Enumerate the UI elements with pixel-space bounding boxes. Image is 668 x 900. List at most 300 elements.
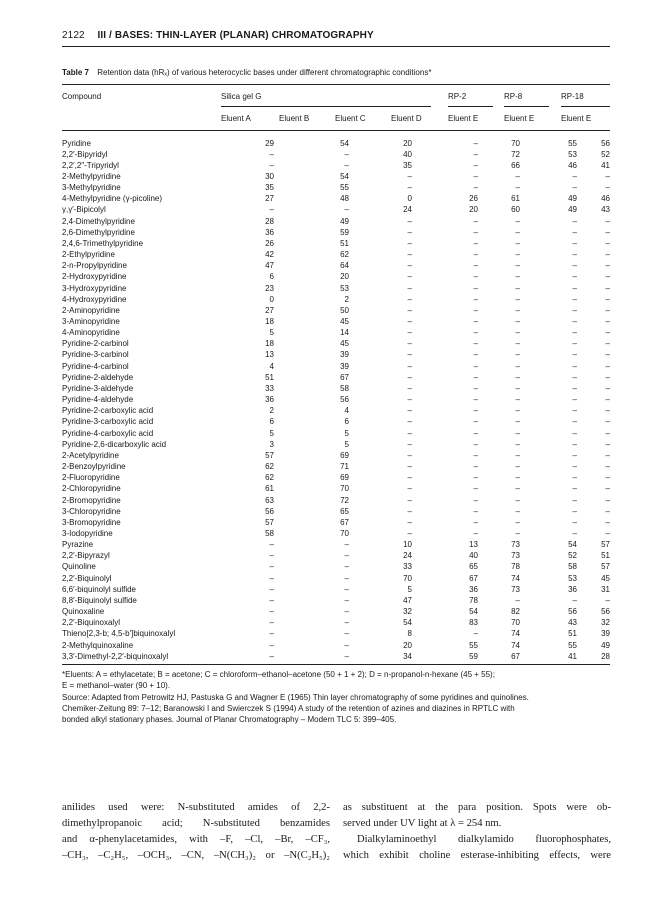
retention-value: – [407, 395, 412, 405]
retention-value: 72 [511, 149, 520, 159]
compound-name: 2,2′,2″-Tripyridyl [62, 160, 119, 170]
retention-value: 50 [340, 305, 349, 315]
running-header [62, 30, 374, 41]
retention-value: 62 [265, 473, 274, 483]
compound-name: Pyridine-2-carbinol [62, 339, 129, 349]
retention-value: – [605, 450, 610, 460]
retention-value: 70 [511, 618, 520, 628]
retention-value: 36 [265, 227, 274, 237]
retention-value: – [473, 450, 478, 460]
retention-value: 20 [403, 138, 412, 148]
retention-value: – [572, 261, 577, 271]
retention-value: 51 [568, 629, 577, 639]
retention-value: 43 [601, 205, 610, 215]
compound-name: Pyridine-3-carboxylic acid [62, 417, 154, 427]
table-row [62, 506, 610, 517]
retention-value: – [572, 305, 577, 315]
retention-value: 0 [407, 194, 412, 204]
retention-value: – [572, 317, 577, 326]
retention-value: – [407, 439, 412, 449]
retention-value: 51 [340, 238, 349, 248]
retention-value: – [605, 305, 610, 315]
retention-value: – [605, 261, 610, 271]
retention-value: – [605, 517, 610, 527]
retention-value: 70 [340, 528, 349, 538]
retention-value: – [605, 506, 610, 516]
retention-value: – [605, 317, 610, 326]
retention-value: 66 [511, 160, 520, 170]
retention-value: 42 [265, 250, 274, 260]
retention-value: 46 [601, 194, 610, 204]
retention-value: – [344, 573, 349, 583]
retention-value: – [407, 227, 412, 237]
retention-value: 18 [265, 339, 274, 349]
retention-value: – [515, 283, 520, 293]
retention-value: 45 [601, 573, 610, 583]
retention-value: 52 [601, 149, 610, 159]
retention-value: – [407, 238, 412, 248]
retention-value: 72 [340, 495, 349, 505]
retention-value: – [473, 183, 478, 193]
retention-value: 10 [403, 540, 412, 550]
retention-value: – [572, 484, 577, 494]
footnote-line: bonded alkyl stationary phases. Journal of Planar Chromatography – Modern TLC 5: 399–405. [62, 715, 397, 725]
retention-value: 8 [407, 629, 412, 639]
table-row [62, 640, 610, 651]
table-row [62, 193, 610, 204]
retention-value: – [572, 171, 577, 181]
retention-value: 58 [568, 562, 577, 572]
retention-value: 52 [568, 551, 577, 561]
retention-value: – [407, 294, 412, 304]
retention-value: – [473, 227, 478, 237]
table-row [62, 573, 610, 584]
retention-value: – [515, 339, 520, 349]
retention-value: – [473, 361, 478, 371]
retention-value: 27 [265, 305, 274, 315]
compound-name: Pyridine-3-aldehyde [62, 383, 134, 393]
retention-value: – [344, 205, 349, 215]
retention-value: – [605, 473, 610, 483]
retention-value: – [572, 283, 577, 293]
retention-value: 55 [340, 183, 349, 193]
retention-value: 45 [340, 339, 349, 349]
compound-name: Pyridine-2-aldehyde [62, 372, 134, 382]
retention-value: – [407, 250, 412, 260]
compound-name: 2,2′-Bipyrazyl [62, 551, 110, 561]
compound-name: 2,2′-Biquinolyl [62, 573, 112, 583]
col-eluent-c: Eluent C [335, 114, 366, 123]
retention-value: 49 [340, 216, 349, 226]
retention-value: 3 [269, 439, 274, 449]
compound-name: 2-Methylpyridine [62, 171, 121, 181]
retention-value: – [473, 495, 478, 505]
retention-value: – [407, 428, 412, 438]
compound-name: 3-Methylpyridine [62, 183, 121, 193]
compound-name: 3-Aminopyridine [62, 317, 120, 326]
retention-value: – [572, 227, 577, 237]
retention-value: – [407, 473, 412, 483]
compound-name: Pyridine-4-aldehyde [62, 395, 134, 405]
compound-name: Pyridine [62, 138, 91, 148]
retention-value: – [572, 216, 577, 226]
retention-value: – [269, 651, 274, 661]
compound-name: 4-Methylpyridine (γ-picoline) [62, 194, 163, 204]
retention-value: – [605, 428, 610, 438]
table-row [62, 550, 610, 561]
retention-value: 49 [568, 194, 577, 204]
compound-name: Pyridine-4-carbinol [62, 361, 129, 371]
table-row [62, 227, 610, 238]
retention-value: – [515, 350, 520, 360]
retention-value: 54 [403, 618, 412, 628]
retention-value: – [473, 250, 478, 260]
table-row [62, 305, 610, 316]
retention-value: 28 [601, 651, 610, 661]
retention-value: – [269, 640, 274, 650]
retention-value: 70 [403, 573, 412, 583]
retention-value: 54 [340, 138, 349, 148]
retention-value: 61 [511, 194, 520, 204]
retention-value: – [515, 473, 520, 483]
retention-value: – [473, 439, 478, 449]
retention-value: – [473, 473, 478, 483]
retention-value: – [473, 339, 478, 349]
retention-value: – [572, 250, 577, 260]
retention-value: 56 [601, 138, 610, 148]
retention-value: – [407, 350, 412, 360]
retention-value: – [344, 160, 349, 170]
retention-value: 20 [403, 640, 412, 650]
table-row [62, 149, 610, 160]
retention-value: – [572, 372, 577, 382]
retention-value: – [473, 149, 478, 159]
silica-rule [221, 106, 431, 107]
retention-value: – [473, 629, 478, 639]
retention-value: 13 [469, 540, 478, 550]
rp8-rule [504, 106, 549, 107]
compound-name: 3-Chloropyridine [62, 506, 121, 516]
table-row [62, 394, 610, 405]
retention-value: 73 [511, 540, 520, 550]
retention-value: – [515, 227, 520, 237]
table-row [62, 249, 610, 260]
compound-name: 4-Aminopyridine [62, 328, 120, 338]
retention-value: 39 [340, 350, 349, 360]
retention-value: – [473, 138, 478, 148]
rp2-rule [448, 106, 493, 107]
retention-value: 63 [265, 495, 274, 505]
retention-value: 33 [265, 383, 274, 393]
retention-value: 54 [469, 607, 478, 617]
retention-value: 57 [265, 450, 274, 460]
retention-value: – [605, 328, 610, 338]
retention-value: 69 [340, 473, 349, 483]
compound-name: γ,γ′-Bipicolyl [62, 205, 106, 215]
retention-value: – [407, 283, 412, 293]
retention-value: – [572, 517, 577, 527]
compound-name: Quinoline [62, 562, 96, 572]
col-eluent-e-rp18: Eluent E [561, 114, 592, 123]
compound-name: Pyridine-2-carboxylic acid [62, 406, 154, 416]
table-row [62, 316, 610, 327]
compound-name: Quinoxaline [62, 607, 105, 617]
retention-value: 40 [469, 551, 478, 561]
retention-value: – [515, 406, 520, 416]
table-row [62, 182, 610, 193]
compound-name: 2-Bromopyridine [62, 495, 121, 505]
retention-value: 67 [511, 651, 520, 661]
retention-value: 67 [469, 573, 478, 583]
retention-value: 24 [403, 551, 412, 561]
table-row [62, 160, 610, 171]
retention-value: – [473, 372, 478, 382]
retention-value: 62 [340, 250, 349, 260]
retention-value: 5 [269, 328, 274, 338]
compound-name: 6,6′-biquinolyl sulfide [62, 584, 136, 594]
retention-value: 65 [469, 562, 478, 572]
retention-value: – [473, 294, 478, 304]
retention-value: – [605, 339, 610, 349]
retention-value: 26 [265, 238, 274, 248]
retention-value: – [515, 517, 520, 527]
retention-value: 69 [340, 450, 349, 460]
retention-value: – [473, 160, 478, 170]
table-row [62, 338, 610, 349]
compound-name: Pyrazine [62, 540, 94, 550]
retention-value: 5 [344, 439, 349, 449]
retention-value: 59 [340, 227, 349, 237]
compound-name: 2-Ethylpyridine [62, 250, 115, 260]
table-caption [62, 68, 431, 77]
table-row [62, 528, 610, 539]
retention-value: 32 [403, 607, 412, 617]
compound-name: 2-Benzoylpyridine [62, 462, 126, 472]
retention-value: – [407, 361, 412, 371]
retention-value: – [605, 595, 610, 605]
retention-value: 5 [344, 428, 349, 438]
retention-value: 27 [265, 194, 274, 204]
retention-value: 30 [265, 171, 274, 181]
retention-value: 26 [469, 194, 478, 204]
retention-value: – [605, 350, 610, 360]
retention-value: – [605, 417, 610, 427]
retention-value: 56 [568, 607, 577, 617]
retention-value: – [473, 428, 478, 438]
compound-name: 8,8′-Biquinolyl sulfide [62, 595, 137, 605]
retention-value: 53 [340, 283, 349, 293]
col-compound: Compound [62, 92, 102, 101]
compound-name: 2-Methylquinoxaline [62, 640, 134, 650]
retention-value: – [605, 294, 610, 304]
retention-value: – [473, 383, 478, 393]
table-row [62, 472, 610, 483]
retention-value: 47 [403, 595, 412, 605]
retention-value: 57 [265, 517, 274, 527]
retention-value: – [515, 439, 520, 449]
compound-name: 2,6-Dimethylpyridine [62, 227, 135, 237]
body-line: as substituent at the para position. Spots were ob- [343, 802, 611, 813]
table-row [62, 595, 610, 606]
retention-value: 43 [568, 618, 577, 628]
table-row [62, 416, 610, 427]
retention-value: – [572, 383, 577, 393]
retention-value: – [269, 205, 274, 215]
retention-value: – [407, 484, 412, 494]
retention-value: – [473, 305, 478, 315]
retention-value: – [473, 261, 478, 271]
retention-value: 24 [403, 205, 412, 215]
col-rp18: RP-18 [561, 92, 584, 101]
retention-value: – [515, 250, 520, 260]
compound-name: 2-Acetylpyridine [62, 450, 119, 460]
retention-value: – [473, 350, 478, 360]
retention-value: – [473, 317, 478, 326]
retention-value: – [605, 361, 610, 371]
compound-name: 3,3′-Dimethyl-2,2′-biquinoxalyl [62, 651, 169, 661]
page-number: 2122 [62, 30, 85, 41]
footnote-line: E = methanol–water (90 + 10). [62, 681, 171, 691]
retention-value: – [572, 328, 577, 338]
retention-value: 48 [340, 194, 349, 204]
retention-value: – [269, 573, 274, 583]
retention-value: – [515, 417, 520, 427]
retention-value: 56 [340, 395, 349, 405]
retention-value: – [605, 462, 610, 472]
footnote-line: *Eluents: A = ethylacetate; B = acetone; C = chloroform–ethanol–acetone (50 + 1 + 2); D = n-propanol-n-hexane (45 + 55); [62, 670, 495, 679]
retention-value: – [572, 495, 577, 505]
compound-name: 2-Aminopyridine [62, 305, 120, 315]
retention-value: 71 [340, 462, 349, 472]
retention-value: 13 [265, 350, 274, 360]
retention-value: – [344, 149, 349, 159]
retention-value: 40 [403, 149, 412, 159]
footnote-line: Chemiker-Zeitung 89: 7–12; Baranowski I and Swierczek S (1994) A study of the retention of azines and diazines in RPTLC with [62, 703, 515, 713]
retention-value: – [515, 450, 520, 460]
retention-value: – [407, 495, 412, 505]
retention-value: 39 [340, 361, 349, 371]
retention-value: – [407, 417, 412, 427]
col-eluent-b: Eluent B [279, 114, 310, 123]
retention-value: – [572, 361, 577, 371]
retention-value: 78 [469, 595, 478, 605]
compound-name: 3-Iodopyridine [62, 528, 113, 538]
retention-value: – [572, 439, 577, 449]
table-row [62, 628, 610, 639]
retention-value: – [572, 350, 577, 360]
retention-value: – [605, 283, 610, 293]
retention-value: 83 [469, 618, 478, 628]
retention-value: – [407, 183, 412, 193]
retention-value: – [344, 607, 349, 617]
retention-value: – [515, 238, 520, 248]
table-row [62, 283, 610, 294]
retention-value: – [269, 629, 274, 639]
table-row [62, 204, 610, 215]
retention-value: 33 [403, 562, 412, 572]
retention-value: – [473, 517, 478, 527]
retention-value: – [572, 506, 577, 516]
retention-value: – [407, 171, 412, 181]
retention-value: – [515, 328, 520, 338]
retention-value: – [515, 395, 520, 405]
retention-value: – [344, 595, 349, 605]
retention-value: – [572, 473, 577, 483]
retention-value: – [515, 361, 520, 371]
retention-value: – [605, 250, 610, 260]
retention-value: – [605, 227, 610, 237]
retention-value: 78 [511, 562, 520, 572]
retention-value: 82 [511, 607, 520, 617]
retention-value: – [515, 372, 520, 382]
retention-value: 35 [403, 160, 412, 170]
table-row [62, 372, 610, 383]
retention-value: 49 [601, 640, 610, 650]
retention-value: – [515, 506, 520, 516]
table-row [62, 260, 610, 271]
retention-value: 35 [265, 183, 274, 193]
retention-value: – [605, 372, 610, 382]
retention-value: 34 [403, 651, 412, 661]
table-top-rule [62, 84, 610, 85]
retention-value: – [473, 171, 478, 181]
retention-value: – [344, 562, 349, 572]
retention-value: – [605, 528, 610, 538]
retention-value: 36 [469, 584, 478, 594]
compound-name: 2,2′-Bipyridyl [62, 149, 108, 159]
retention-value: 64 [340, 261, 349, 271]
retention-value: 65 [340, 506, 349, 516]
retention-value: – [269, 562, 274, 572]
compound-name: Pyridine-2,6-dicarboxylic acid [62, 439, 167, 449]
table-row [62, 238, 610, 249]
retention-value: 53 [568, 573, 577, 583]
retention-value: 36 [568, 584, 577, 594]
retention-value: – [269, 618, 274, 628]
body-text-right [343, 800, 611, 864]
retention-value: 23 [265, 283, 274, 293]
retention-value: – [605, 183, 610, 193]
retention-value: – [473, 238, 478, 248]
retention-value: 6 [269, 272, 274, 282]
table-row [62, 361, 610, 372]
retention-value: – [344, 540, 349, 550]
retention-value: 62 [265, 462, 274, 472]
compound-name: 2,2′-Biquinoxalyl [62, 618, 120, 628]
retention-value: 39 [601, 629, 610, 639]
retention-value: 74 [511, 573, 520, 583]
table-row [62, 428, 610, 439]
retention-value: – [572, 462, 577, 472]
retention-value: 20 [469, 205, 478, 215]
retention-value: – [269, 160, 274, 170]
table-row [62, 349, 610, 360]
retention-value: – [473, 462, 478, 472]
retention-value: – [515, 294, 520, 304]
retention-value: – [515, 484, 520, 494]
body-line: anilides used were: N-substituted amides of 2,2- [62, 802, 330, 813]
body-line: which exhibit choline esterase-inhibiting effects, were [343, 850, 611, 861]
retention-value: – [572, 528, 577, 538]
retention-value: – [515, 261, 520, 271]
retention-value: 4 [269, 361, 274, 371]
retention-value: – [572, 294, 577, 304]
retention-value: 59 [469, 651, 478, 661]
retention-value: – [605, 395, 610, 405]
table-row [62, 651, 610, 662]
retention-value: 51 [601, 551, 610, 561]
retention-value: – [407, 272, 412, 282]
